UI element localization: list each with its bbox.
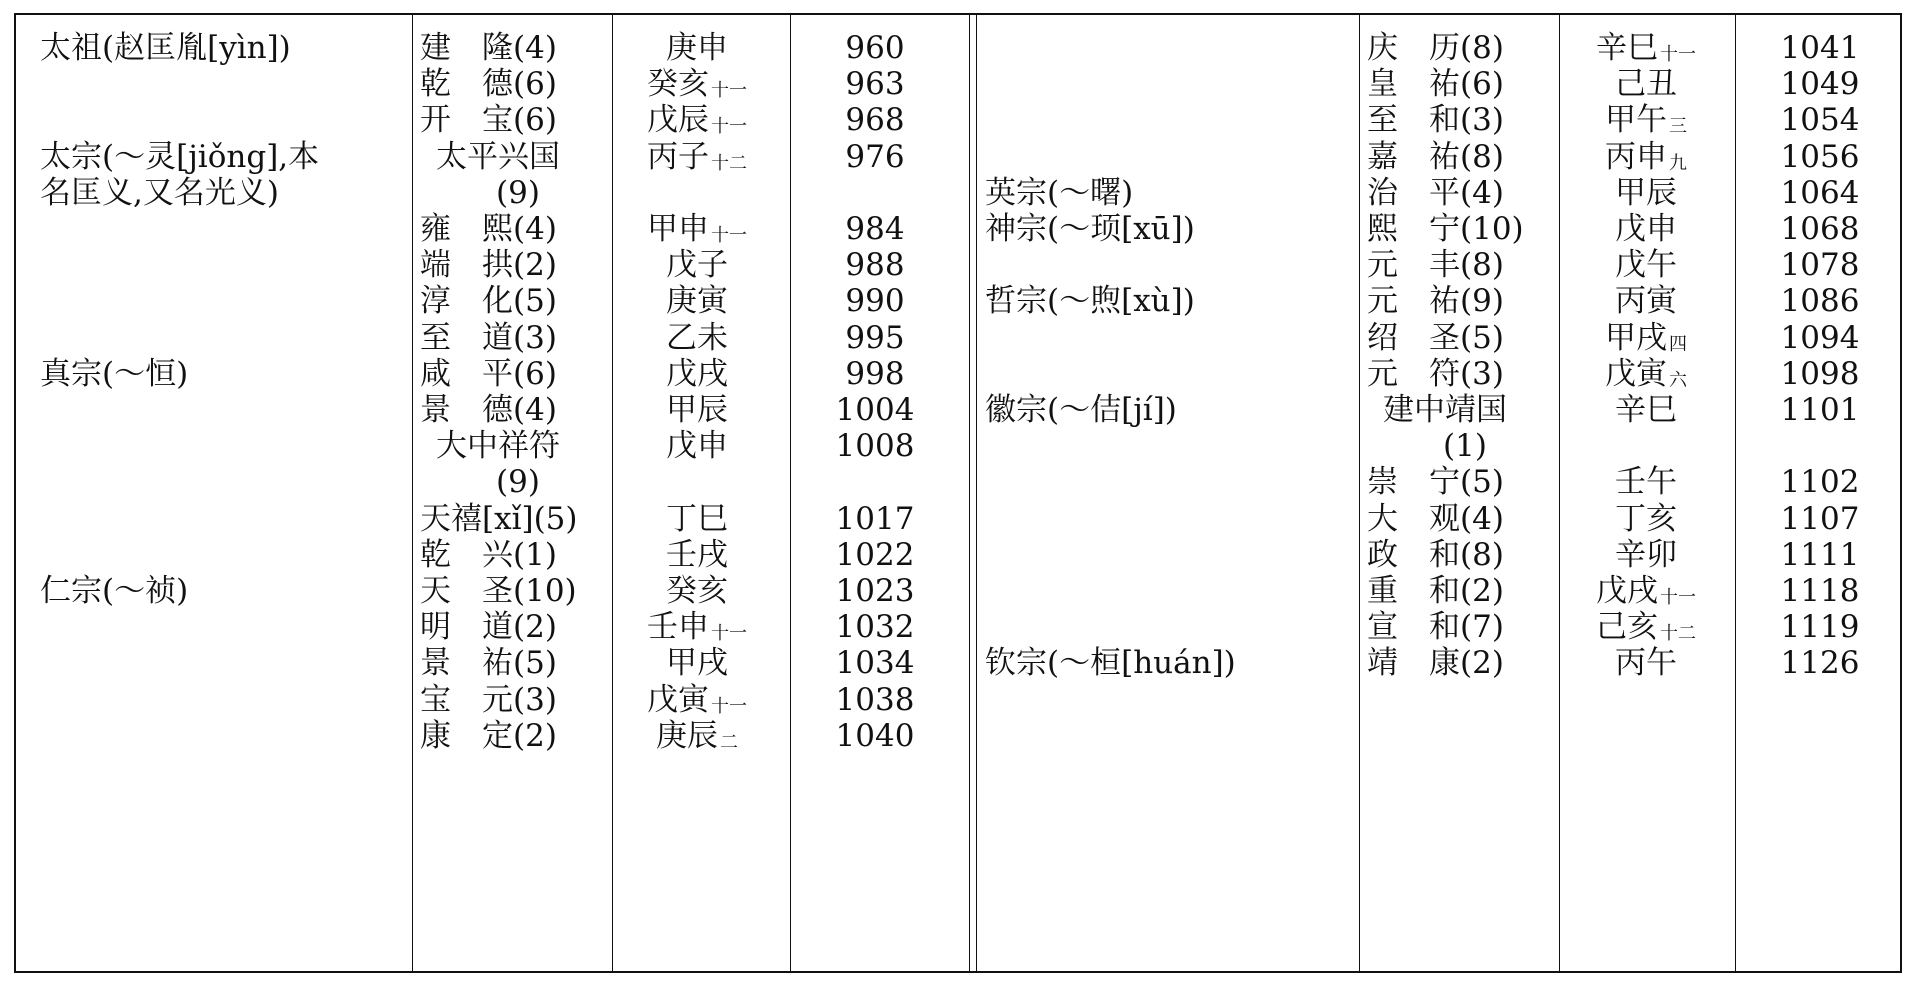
ad-year: 998 — [845, 355, 905, 392]
ad-year: 1040 — [835, 717, 915, 754]
era-name: 咸 平(6) — [420, 355, 557, 392]
ganzhi-text: 戊戌 — [1596, 573, 1658, 609]
ganzhi-text: 戊申 — [1615, 211, 1677, 247]
emperor-name: 徽宗(～佶[jí]) — [985, 392, 1177, 428]
emperor-name: 哲宗(～煦[xù]) — [985, 283, 1195, 320]
ganzhi-year — [612, 424, 782, 468]
ad-year: 1017 — [835, 500, 915, 537]
era-name: 皇 祐(6) — [1367, 66, 1504, 103]
ad-year: 1086 — [1780, 283, 1860, 320]
month-note: 十一 — [711, 80, 747, 102]
month-note: 十一 — [711, 116, 747, 138]
ganzhi-year — [1560, 388, 1732, 432]
era-name: 建 隆(4) — [420, 30, 557, 66]
era-name: 建中靖国 — [1383, 392, 1507, 428]
ganzhi-text: 癸亥 — [666, 573, 728, 609]
ad-year: 1004 — [835, 392, 915, 428]
ad-year: 1102 — [1780, 464, 1860, 501]
ganzhi-text: 辛巳 — [1615, 392, 1677, 428]
ganzhi-text: 甲午 — [1605, 102, 1667, 139]
emperor-name: 太祖(赵匡胤[yìn]) — [40, 30, 291, 66]
era-years: (9) — [496, 464, 540, 501]
ad-year: 995 — [845, 319, 905, 356]
era-name: 宝 元(3) — [420, 681, 557, 718]
era-name: 天禧[xǐ](5) — [420, 500, 578, 537]
ganzhi-text: 己亥 — [1596, 609, 1658, 646]
emperor-name: 钦宗(～桓[huán]) — [985, 645, 1236, 682]
ad-year: 1118 — [1780, 573, 1860, 609]
ganzhi-year — [1560, 641, 1732, 685]
ad-year: 1022 — [835, 536, 915, 573]
ad-year: 1049 — [1780, 66, 1860, 103]
ad-year: 1119 — [1780, 609, 1860, 646]
month-note: 三 — [1669, 116, 1687, 138]
era-name: 重 和(2) — [1367, 573, 1504, 609]
era-name: 大 观(4) — [1367, 500, 1504, 537]
ad-year: 963 — [845, 66, 905, 103]
era-name: 绍 圣(5) — [1367, 319, 1504, 356]
era-name: 宣 和(7) — [1367, 609, 1504, 646]
ad-year: 1101 — [1780, 392, 1860, 428]
ad-year: 968 — [845, 102, 905, 139]
era-name: 嘉 祐(8) — [1367, 138, 1504, 175]
ad-year: 960 — [845, 30, 905, 66]
era-years: (1) — [1443, 428, 1487, 465]
era-name: 乾 兴(1) — [420, 536, 557, 573]
ganzhi-text: 戊午 — [1615, 247, 1677, 284]
ganzhi-text: 壬戌 — [666, 536, 728, 573]
ad-year: 1023 — [835, 573, 915, 609]
ad-year: 1038 — [835, 681, 915, 718]
emperor-name: 神宗(～顼[xū]) — [985, 211, 1195, 247]
era-name: 康 定(2) — [420, 717, 557, 754]
era-name: 庆 历(8) — [1367, 30, 1504, 66]
era-name: 治 平(4) — [1367, 174, 1504, 211]
month-note: 二 — [720, 731, 738, 753]
ad-year: 1068 — [1780, 211, 1860, 247]
ganzhi-text: 戊申 — [666, 428, 728, 465]
ganzhi-text: 丁亥 — [1615, 500, 1677, 537]
emperor-name: 名匡义,又名光义) — [40, 174, 279, 211]
ad-year: 1111 — [1780, 536, 1860, 573]
ganzhi-year — [612, 135, 782, 184]
era-name: 乾 德(6) — [420, 66, 557, 103]
ad-year: 1126 — [1780, 645, 1860, 682]
era-name: 政 和(8) — [1367, 536, 1504, 573]
ganzhi-text: 戊寅 — [647, 681, 709, 718]
ad-year: 1107 — [1780, 500, 1860, 537]
month-note: 十二 — [711, 152, 747, 174]
ad-year: 1098 — [1780, 355, 1860, 392]
ganzhi-text: 庚寅 — [666, 283, 728, 320]
era-name: 淳 化(5) — [420, 283, 557, 320]
ad-year: 1056 — [1780, 138, 1860, 175]
ganzhi-text: 甲申 — [647, 211, 709, 247]
era-name: 雍 熙(4) — [420, 211, 557, 247]
ad-year: 1054 — [1780, 102, 1860, 139]
ganzhi-text: 戊辰 — [647, 102, 709, 139]
ad-year: 1034 — [835, 645, 915, 682]
ganzhi-text: 辛巳 — [1596, 30, 1658, 66]
ganzhi-text: 壬午 — [1615, 464, 1677, 501]
ad-year: 990 — [845, 283, 905, 320]
month-note: 十一 — [1660, 587, 1696, 608]
era-name: 靖 康(2) — [1367, 645, 1504, 682]
month-note: 十一 — [711, 623, 747, 645]
month-note: 九 — [1669, 152, 1687, 174]
emperor-name: 真宗(～恒) — [40, 355, 189, 392]
ad-year: 1032 — [835, 609, 915, 646]
era-name: 熙 宁(10) — [1367, 211, 1524, 247]
ganzhi-text: 甲辰 — [1615, 174, 1677, 211]
ganzhi-text: 庚申 — [666, 30, 728, 66]
era-name: 至 和(3) — [1367, 102, 1504, 139]
emperor-name: 仁宗(～祯) — [40, 573, 189, 609]
era-name: 大中祥符 — [436, 428, 560, 465]
ad-year: 984 — [845, 211, 905, 247]
month-note: 四 — [1669, 333, 1687, 355]
ad-year: 976 — [845, 138, 905, 175]
ad-year: 988 — [845, 247, 905, 284]
era-name: 太平兴国 — [436, 138, 560, 175]
ad-year: 1078 — [1780, 247, 1860, 284]
column-divider — [1359, 15, 1360, 971]
ganzhi-text: 丙申 — [1605, 138, 1667, 175]
ad-year: 1064 — [1780, 174, 1860, 211]
ad-year: 1008 — [835, 428, 915, 465]
ganzhi-text: 壬申 — [647, 609, 709, 646]
double-divider-left — [969, 15, 970, 971]
month-note: 十一 — [1660, 44, 1696, 65]
month-note: 十一 — [711, 225, 747, 246]
era-name: 至 道(3) — [420, 319, 557, 356]
ganzhi-text: 癸亥 — [647, 66, 709, 103]
era-name: 景 祐(5) — [420, 645, 557, 682]
ganzhi-text: 辛卯 — [1615, 536, 1677, 573]
era-name: 开 宝(6) — [420, 102, 557, 139]
ganzhi-text: 乙未 — [666, 319, 728, 356]
ganzhi-text: 甲戌 — [1605, 319, 1667, 356]
era-name: 崇 宁(5) — [1367, 464, 1504, 501]
ad-year: 1094 — [1780, 319, 1860, 356]
month-note: 十二 — [1660, 623, 1696, 645]
ganzhi-text: 丙寅 — [1615, 283, 1677, 320]
era-name: 景 德(4) — [420, 392, 557, 428]
era-name: 元 丰(8) — [1367, 247, 1504, 284]
ad-year: 1041 — [1780, 30, 1860, 66]
ganzhi-text: 庚辰 — [656, 717, 718, 754]
ganzhi-text: 甲戌 — [666, 645, 728, 682]
era-years: (9) — [496, 174, 540, 211]
ganzhi-text: 丙子 — [647, 138, 709, 175]
era-name: 明 道(2) — [420, 609, 557, 646]
emperor-name: 太宗(～灵[jiǒng],本 — [40, 138, 320, 175]
ganzhi-text: 戊戌 — [666, 355, 728, 392]
double-divider-right — [976, 15, 977, 971]
era-name: 元 祐(9) — [1367, 283, 1504, 320]
ganzhi-text: 丁巳 — [666, 500, 728, 537]
month-note: 十一 — [711, 695, 747, 717]
ganzhi-year — [612, 714, 782, 763]
emperor-name: 英宗(～曙) — [985, 174, 1134, 211]
month-note: 六 — [1669, 369, 1687, 391]
era-name: 元 符(3) — [1367, 355, 1504, 392]
ganzhi-text: 戊寅 — [1605, 355, 1667, 392]
era-name: 端 拱(2) — [420, 247, 557, 284]
ganzhi-text: 甲辰 — [666, 392, 728, 428]
ganzhi-text: 己丑 — [1615, 66, 1677, 103]
ganzhi-text: 戊子 — [666, 247, 728, 284]
ganzhi-text: 丙午 — [1615, 645, 1677, 682]
era-name: 天 圣(10) — [420, 573, 577, 609]
